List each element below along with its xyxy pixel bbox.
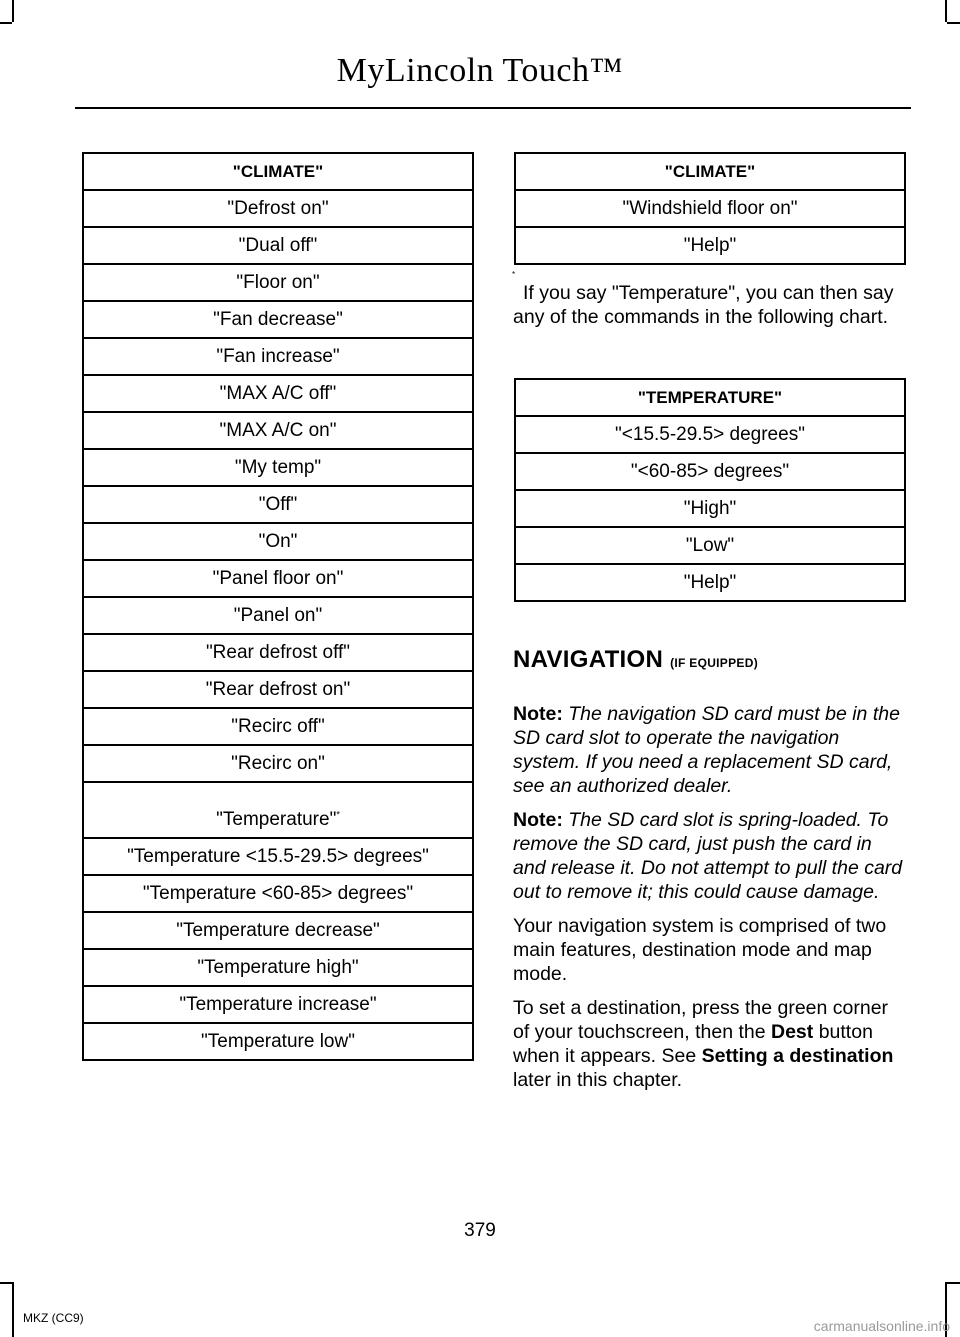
page-number: 379 [464, 1220, 496, 1241]
crop-mark [0, 22, 12, 24]
table-row: "Low" [515, 527, 905, 564]
navigation-body [513, 702, 908, 1102]
note-label: Note: [513, 703, 563, 725]
table-row: "<60-85> degrees" [515, 453, 905, 490]
body-paragraph: Your navigation system is comprised of two main features, destination mode and map mode. [513, 915, 887, 985]
table-row: "Fan increase" [83, 338, 473, 375]
climate-commands-table-continued [514, 152, 906, 265]
table-header: "CLIMATE" [83, 153, 473, 190]
table-row: "Rear defrost off" [83, 634, 473, 671]
table-row: "On" [83, 523, 473, 560]
body-text: button when it appears. See [513, 1021, 873, 1067]
note-text: The navigation SD card must be in the SD card slot to operate the navigation system. If you need a replacement SD card, see an authorized dealer. [513, 703, 900, 797]
crop-mark [0, 1282, 12, 1284]
cross-reference: Setting a destination [701, 1045, 894, 1067]
table-row: "My temp" [83, 449, 473, 486]
note-text: The SD card slot is spring-loaded. To remove the SD card, just push the card in and release it. Do not attempt to pull the card out to remove it; this could cause damage. [513, 809, 903, 903]
table-row: "Panel floor on" [83, 560, 473, 597]
watermark: carmanualsonline.info [813, 1318, 950, 1334]
crop-mark [947, 22, 960, 24]
footnote-text [513, 281, 908, 329]
table-header: "CLIMATE" [515, 153, 905, 190]
table-row: "Panel on" [83, 597, 473, 634]
crop-mark [947, 1282, 960, 1284]
table-row: "Temperature <60-85> degrees" [83, 875, 473, 912]
heading-suffix: (IF EQUIPPED) [670, 656, 758, 670]
table-row: "Temperature low" [83, 1023, 473, 1060]
crop-mark [12, 1282, 14, 1337]
table-row: "Temperature increase" [83, 986, 473, 1023]
header-rule [75, 107, 911, 109]
body-text: To set a destination, press the green corner of your touchscreen, then the [513, 997, 889, 1043]
table-row: "Rear defrost on" [83, 671, 473, 708]
table-row: "MAX A/C on" [83, 412, 473, 449]
table-row: "Recirc off" [83, 708, 473, 745]
table-row: "Temperature <15.5-29.5> degrees" [83, 838, 473, 875]
table-row: "Defrost on" [83, 190, 473, 227]
crop-mark [945, 0, 947, 22]
row-label: "Temperature" [216, 809, 337, 830]
section-heading [513, 646, 758, 674]
dest-button-ref: Dest [771, 1021, 814, 1043]
note-paragraph [513, 702, 908, 798]
note-paragraph [513, 808, 908, 904]
table-row: "Dual off" [83, 227, 473, 264]
table-row: "Help" [515, 564, 905, 601]
body-paragraph [513, 996, 908, 1092]
table-header: "TEMPERATURE" [515, 379, 905, 416]
heading-text: NAVIGATION [513, 646, 664, 673]
temperature-commands-table [514, 378, 906, 602]
table-row: "Help" [515, 227, 905, 264]
table-row: "MAX A/C off" [83, 375, 473, 412]
table-row: "Floor on" [83, 264, 473, 301]
table-row: "High" [515, 490, 905, 527]
note-label: Note: [513, 809, 563, 831]
table-row: "Fan decrease" [83, 301, 473, 338]
page-title: MyLincoln Touch™ [336, 52, 624, 89]
table-row: "Recirc on" [83, 745, 473, 782]
body-text: later in this chapter. [513, 1069, 683, 1091]
table-row: "<15.5-29.5> degrees" [515, 416, 905, 453]
footnote-body: If you say "Temperature", you can then say any of the commands in the following chart. [513, 282, 894, 328]
table-row [83, 782, 473, 838]
table-row: "Temperature decrease" [83, 912, 473, 949]
table-row: "Temperature high" [83, 949, 473, 986]
climate-commands-table [82, 152, 474, 1061]
model-code: MKZ (CC9) [23, 1311, 84, 1325]
table-row: "Windshield floor on" [515, 190, 905, 227]
footnote-marker: * [336, 809, 340, 820]
footnote-marker: * [512, 270, 516, 279]
table-row: "Off" [83, 486, 473, 523]
crop-mark [12, 0, 14, 22]
